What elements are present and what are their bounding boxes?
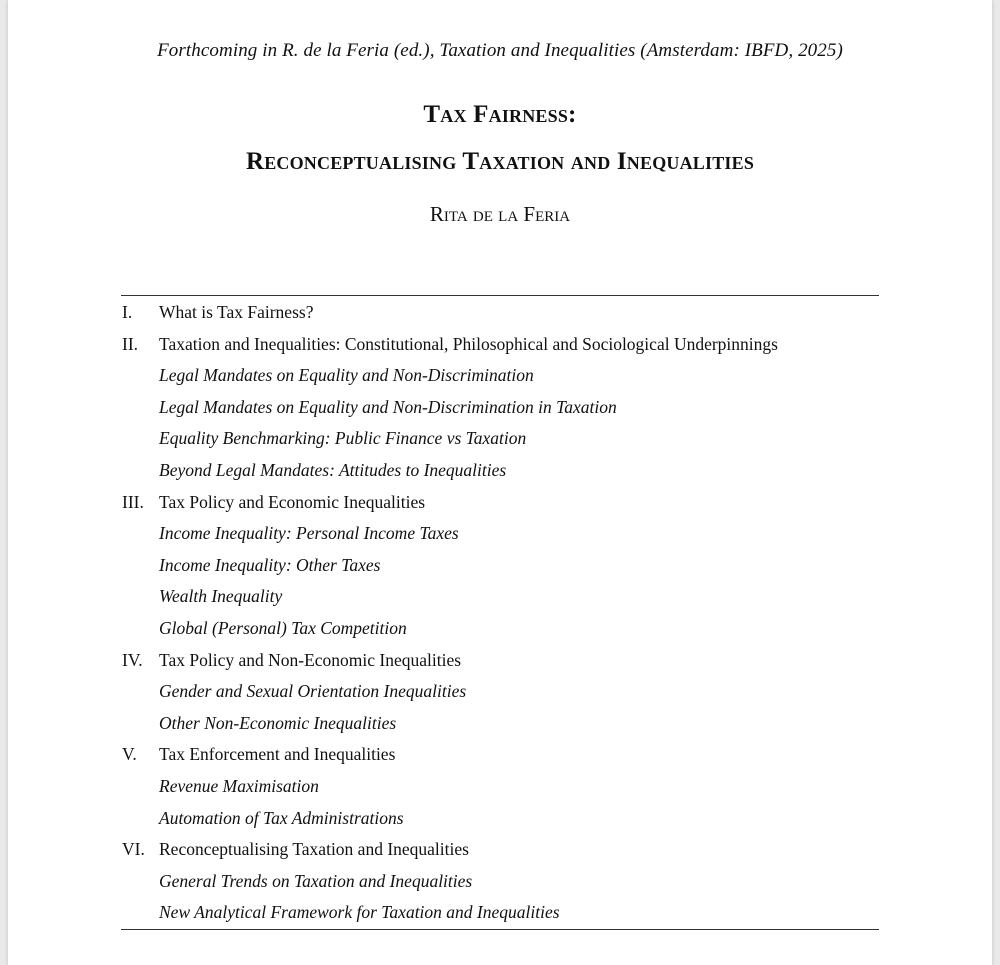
toc-subentry [8,866,992,898]
toc-subentry-text: Legal Mandates on Equality and Non-Discrimination [159,365,534,386]
toc-subentry [8,897,992,929]
toc-entry-text: Tax Policy and Economic Inequalities [159,491,426,512]
toc-subentry-text: Income Inequality: Other Taxes [159,554,381,575]
paper-title-line-1: Tax Fairness: [423,101,577,128]
toc-entry [8,487,992,519]
toc-entry-number: V. [122,744,137,765]
toc-subentry-text: Global (Personal) Tax Competition [159,617,407,638]
toc-entry-number: III. [122,491,144,512]
toc-entry-number: I. [122,302,133,322]
toc-entry [8,739,992,771]
toc-subentry-text: Revenue Maximisation [159,775,319,796]
toc-subentry [8,360,992,392]
toc-entry [8,645,992,677]
toc-entry-number: IV. [122,649,143,670]
toc-subentry [8,708,992,740]
toc-subentry [8,613,992,645]
toc-subentry-text: New Analytical Framework for Taxation and Inequalities [159,902,560,923]
toc-entry [8,297,992,329]
toc-subentry-text: Beyond Legal Mandates: Attitudes to Inequalities [159,459,507,480]
toc-entry-number: VI. [122,839,145,860]
toc-entry-text: Tax Enforcement and Inequalities [159,744,396,765]
toc-entry-text: What is Tax Fairness? [159,302,314,322]
forthcoming-note: Forthcoming in R. de la Feria (ed.), Taxation and Inequalities (Amsterdam: IBFD, 2025) [157,40,843,61]
toc-entry [8,834,992,866]
paper-title-line-2: Reconceptualising Taxation and Inequalities [245,148,755,175]
toc-entry-text: Taxation and Inequalities: Constitutional, Philosophical and Sociological Underpinnings [159,333,778,354]
toc-entry-text: Reconceptualising Taxation and Inequalities [159,839,469,860]
toc-subentry-text: Equality Benchmarking: Public Finance vs Taxation [159,428,527,449]
toc-subentry-text: General Trends on Taxation and Inequalities [159,870,473,891]
toc-subentry-text: Other Non-Economic Inequalities [159,712,397,733]
table-of-contents [8,297,992,929]
toc-subentry [8,518,992,550]
toc-top-rule [121,295,879,296]
toc-entry-number: II. [122,333,139,354]
toc-subentry [8,423,992,455]
toc-subentry [8,581,992,613]
toc-subentry [8,455,992,487]
toc-subentry-text: Legal Mandates on Equality and Non-Discrimination in Taxation [159,396,617,417]
toc-subentry-text: Gender and Sexual Orientation Inequalities [159,681,467,702]
toc-subentry [8,550,992,582]
toc-entry [8,329,992,361]
toc-subentry [8,676,992,708]
toc-subentry-text: Automation of Tax Administrations [159,807,404,828]
toc-subentry [8,392,992,424]
toc-subentry-text: Income Inequality: Personal Income Taxes [159,523,459,544]
document-page [8,0,992,965]
toc-bottom-rule [121,929,879,930]
toc-subentry [8,771,992,803]
toc-entry-text: Tax Policy and Non-Economic Inequalities [159,649,462,670]
author-name: Rita de la Feria [429,202,571,226]
toc-subentry-text: Wealth Inequality [159,586,283,607]
toc-subentry [8,803,992,835]
